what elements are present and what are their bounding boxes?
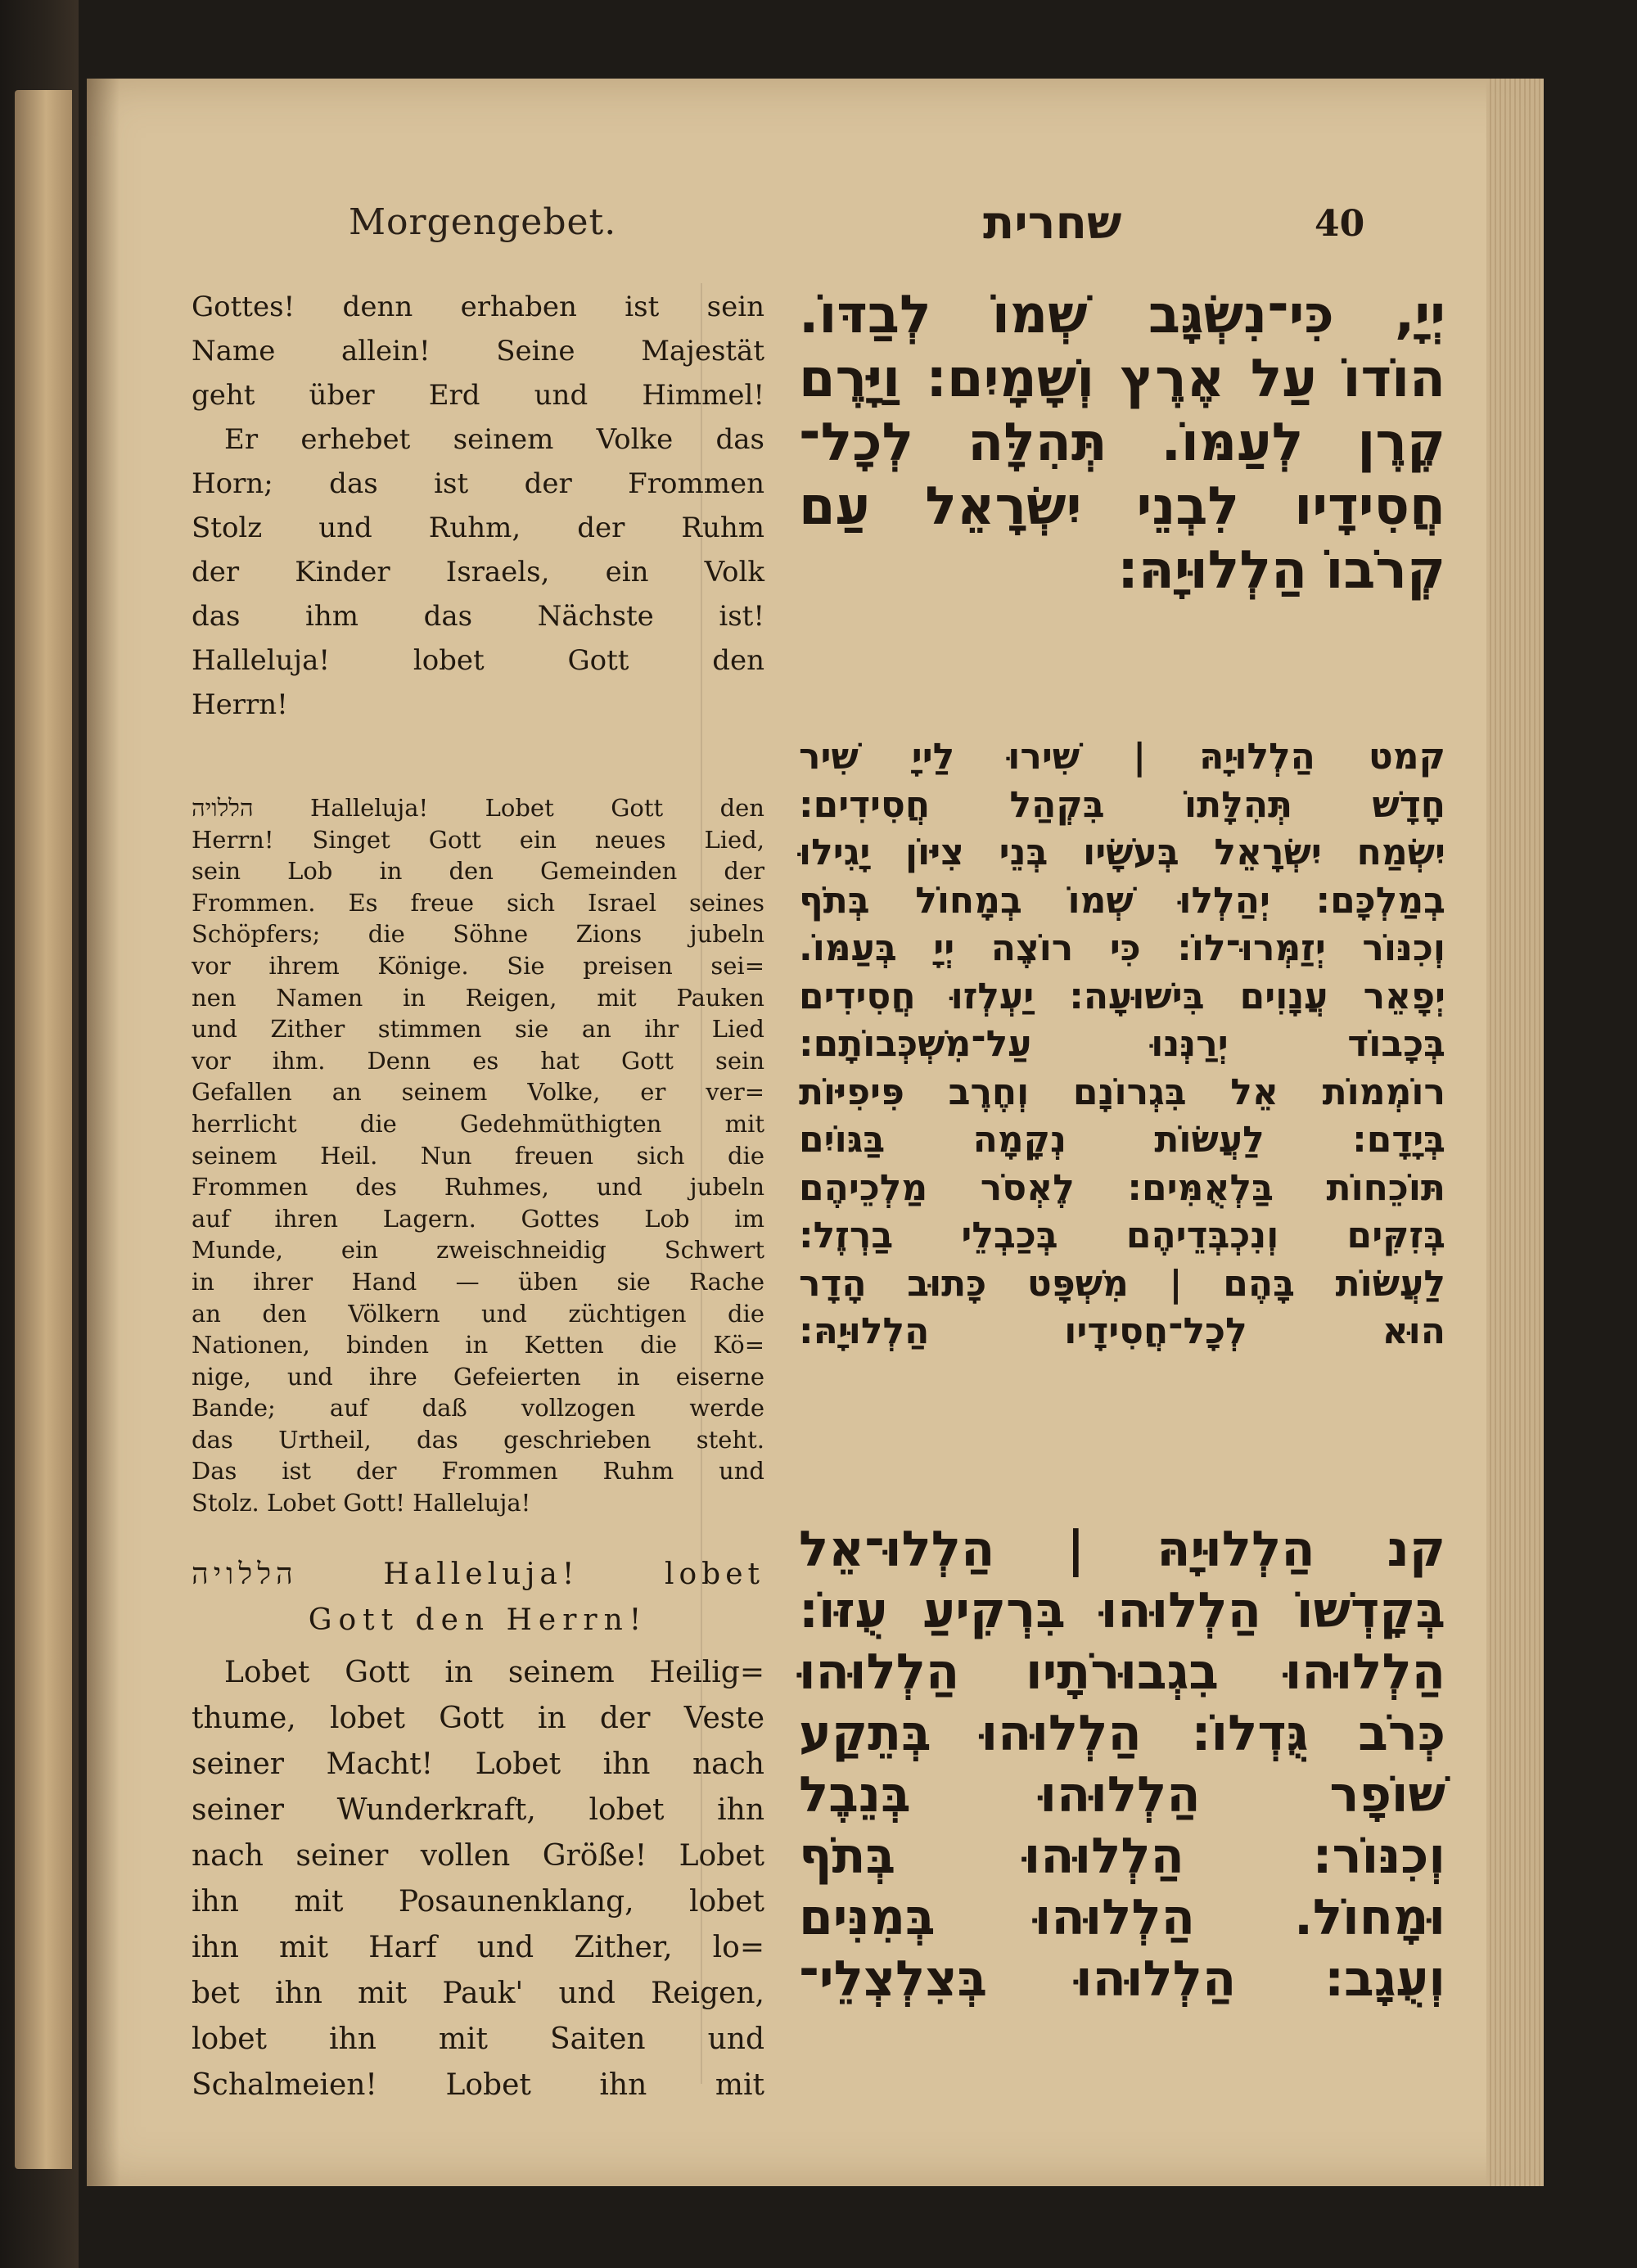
hebrew-paragraph-psalm-149 bbox=[799, 733, 1445, 1356]
page-number: 40 bbox=[1315, 203, 1365, 245]
german-line: ihn mit Posaunenklang, lobet bbox=[192, 1885, 764, 1919]
hebrew-line: חֲסִידָיו לִבְנֵי יִשְׂרָאֵל עַם bbox=[799, 476, 1445, 537]
german-line: lobet ihn mit Saiten und bbox=[192, 2022, 764, 2056]
hebrew-line: קנ הַלְלוּיָהּ | הַלְלוּ־אֵל bbox=[799, 1521, 1445, 1578]
hebrew-line: וְעֻגָב: הַלְלוּהוּ בְּצִלְצְלֵי־ bbox=[799, 1950, 1445, 2008]
hebrew-line: בְמַלְכָּם: יְהַלְלוּ שְׁמוֹ בְמָחוֹל בְּתֹף bbox=[799, 879, 1445, 922]
german-line: Halleluja! lobet Gott den bbox=[192, 644, 764, 677]
german-heading-psalm-150 bbox=[192, 1552, 764, 1644]
page-fore-edge bbox=[1486, 79, 1544, 2186]
german-line: auf ihren Lagern. Gottes Lob im bbox=[192, 1204, 764, 1233]
german-line: Lobet Gott in seinem Heilig= bbox=[224, 1656, 764, 1689]
hebrew-line: בְּזִקִּים וְנִכְבְּדֵיהֶם בְּכַבְלֵי בַרְזֶל: bbox=[799, 1215, 1445, 1256]
hebrew-line: רוֹמְמוֹת אֵל בִּגְרוֹנָם וְחֶרֶב פִּיפִיּוֹת bbox=[799, 1071, 1445, 1113]
german-line: nen Namen in Reigen, mit Pauken bbox=[192, 983, 764, 1012]
german-line: in ihrer Hand — üben sie Rache bbox=[192, 1267, 764, 1296]
german-line: der Kinder Israels, ein Volk bbox=[192, 556, 764, 588]
german-line: Gottes! denn erhaben ist sein bbox=[192, 291, 764, 323]
german-line: Bande; auf daß vollzogen werde bbox=[192, 1394, 764, 1423]
hebrew-line: קמט הַלְלוּיָהּ | שִׁירוּ לַייָ שִׁיר bbox=[799, 736, 1445, 778]
german-line: Herrn! bbox=[192, 688, 288, 721]
header-hebrew-title: שחרית bbox=[983, 196, 1122, 250]
german-line: das Urtheil, das geschrieben steht. bbox=[192, 1425, 764, 1454]
german-line: Das ist der Frommen Ruhm und bbox=[192, 1457, 764, 1486]
hebrew-line: הוֹדוֹ עַל אֶרֶץ וְשָׁמָיִם: וַיָּרֶם bbox=[799, 349, 1445, 409]
hebrew-paragraph-psalm-150 bbox=[799, 1519, 1445, 2010]
hebrew-line: הוּא לְכָל־חֲסִידָיו הַלְלוּיָהּ: bbox=[799, 1310, 1445, 1352]
german-line: geht über Erd und Himmel! bbox=[192, 379, 764, 412]
german-line: Horn; das ist der Frommen bbox=[192, 467, 764, 500]
running-head bbox=[87, 196, 1544, 259]
german-line: Stolz. Lobet Gott! Halleluja! bbox=[192, 1489, 531, 1517]
german-line: Gefallen an seinem Volke, er ver= bbox=[192, 1078, 764, 1107]
german-line: Nationen, binden in Ketten die Kö= bbox=[192, 1331, 764, 1359]
previous-page-edge bbox=[15, 90, 72, 2169]
german-paragraph-psalm-150 bbox=[192, 1650, 764, 2108]
german-heading-line: Gott den Herrn! bbox=[308, 1603, 648, 1637]
hebrew-line: הַלְלוּהוּ בִגְבוּרֹתָיו הַלְלוּהוּ bbox=[799, 1644, 1445, 1701]
hebrew-line: לַעֲשׂוֹת בָּהֶם | מִשְׁפָּט כָּתוּב הָדָר bbox=[799, 1262, 1445, 1305]
german-line: nige, und ihre Gefeierten in eiserne bbox=[192, 1362, 764, 1391]
german-line: ihn mit Harf und Zither, lo= bbox=[192, 1931, 764, 1964]
german-heading-line: הללויה Halleluja! lobet bbox=[192, 1558, 764, 1591]
hebrew-line: יְיָ, כִּי־נִשְׂגָּב שְׁמוֹ לְבַדּוֹ. bbox=[799, 285, 1445, 345]
german-line: הללויה Halleluja! Lobet Gott den bbox=[192, 794, 764, 822]
hebrew-line: יִשְׂמַח יִשְׂרָאֵל בְּעֹשָׂיו בְּנֵי צִיּוֹן יָגִילוּ bbox=[799, 832, 1445, 873]
german-line: vor ihm. Denn es hat Gott sein bbox=[192, 1046, 764, 1075]
german-line: Name allein! Seine Majestät bbox=[192, 335, 764, 367]
german-line: sein Lob in den Gemeinden der bbox=[192, 857, 764, 886]
german-line: Herrn! Singet Gott ein neues Lied, bbox=[192, 825, 764, 854]
german-line: seiner Macht! Lobet ihn nach bbox=[192, 1747, 764, 1781]
german-paragraph-1 bbox=[192, 285, 764, 727]
hebrew-line: שׁוֹפָר הַלְלוּהוּ בְּנֵבֶל bbox=[799, 1766, 1445, 1824]
hebrew-line: כְּרֹב גֻּדְלוֹ: הַלְלוּהוּ בְּתֵקַע bbox=[799, 1705, 1445, 1762]
german-line: herrlicht die Gedehmüthigten mit bbox=[192, 1109, 764, 1138]
hebrew-line: בְּיָדָם: לַעֲשׂוֹת נְקָמָה בַּגּוֹיִם bbox=[799, 1119, 1445, 1161]
hebrew-paragraph-1 bbox=[799, 283, 1445, 602]
german-line: Er erhebet seinem Volke das bbox=[224, 423, 764, 456]
german-line: Stolz und Ruhm, der Ruhm bbox=[192, 512, 764, 544]
german-line: nach seiner vollen Größe! Lobet bbox=[192, 1839, 764, 1873]
german-line: bet ihn mit Pauk' und Reigen, bbox=[192, 1977, 764, 2010]
german-line: Frommen. Es freue sich Israel seines bbox=[192, 888, 764, 917]
book-page bbox=[87, 79, 1544, 2186]
hebrew-line: יְפָאֵר עֲנָוִים בִּישׁוּעָה: יַעְלְזוּ חֲסִידִים bbox=[799, 975, 1445, 1017]
german-line: vor ihrem Könige. Sie preisen sei= bbox=[192, 951, 764, 980]
german-paragraph-psalm-149 bbox=[192, 792, 764, 1519]
hebrew-line: בְּקָדְשׁוֹ הַלְלוּהוּ בִּרְקִיעַ עֻזּוֹ: bbox=[799, 1582, 1445, 1639]
german-line: Munde, ein zweischneidig Schwert bbox=[192, 1236, 764, 1265]
german-line: Frommen des Ruhmes, und jubeln bbox=[192, 1173, 764, 1202]
page-gutter bbox=[87, 79, 120, 2186]
german-line: und Zither stimmen sie an ihr Lied bbox=[192, 1015, 764, 1044]
hebrew-line: קֶרֶן לְעַמּוֹ. תְּהִלָּה לְכָל־ bbox=[799, 413, 1445, 473]
german-line: thume, lobet Gott in der Veste bbox=[192, 1702, 764, 1735]
hebrew-line: וְכִנּוֹר יְזַמְּרוּ־לוֹ: כִּי רוֹצֶה יְיָ בְּעַמּוֹ. bbox=[799, 927, 1445, 969]
german-line: an den Völkern und züchtigen die bbox=[192, 1299, 764, 1328]
german-line: Schalmeien! Lobet ihn mit bbox=[192, 2068, 764, 2102]
hebrew-line: חָדָשׁ תְּהִלָּתוֹ בִּקְהַל חֲסִידִים: bbox=[799, 783, 1445, 826]
hebrew-line: וְכִנּוֹר: הַלְלוּהוּ בְּתֹף bbox=[799, 1828, 1445, 1885]
hebrew-line: וּמָחוֹל. הַלְלוּהוּ בְּמִנִּים bbox=[799, 1889, 1445, 1946]
header-german-title: Morgengebet. bbox=[349, 201, 617, 243]
hebrew-line: בְּכָבוֹד יְרַנְּנוּ עַל־מִשְׁכְּבוֹתָם: bbox=[799, 1023, 1445, 1065]
german-line: Schöpfers; die Söhne Zions jubeln bbox=[192, 920, 764, 949]
german-line: das ihm das Nächste ist! bbox=[192, 600, 764, 633]
german-line: seinem Heil. Nun freuen sich die bbox=[192, 1141, 764, 1170]
german-line: seiner Wunderkraft, lobet ihn bbox=[192, 1793, 764, 1827]
hebrew-line: קְרֹבוֹ הַלְלוּיָהּ: bbox=[1117, 540, 1445, 601]
hebrew-line: תּוֹכֵחוֹת בַּלְאֻמִּים: לֶאְסֹר מַלְכֵיהֶם bbox=[799, 1166, 1445, 1209]
